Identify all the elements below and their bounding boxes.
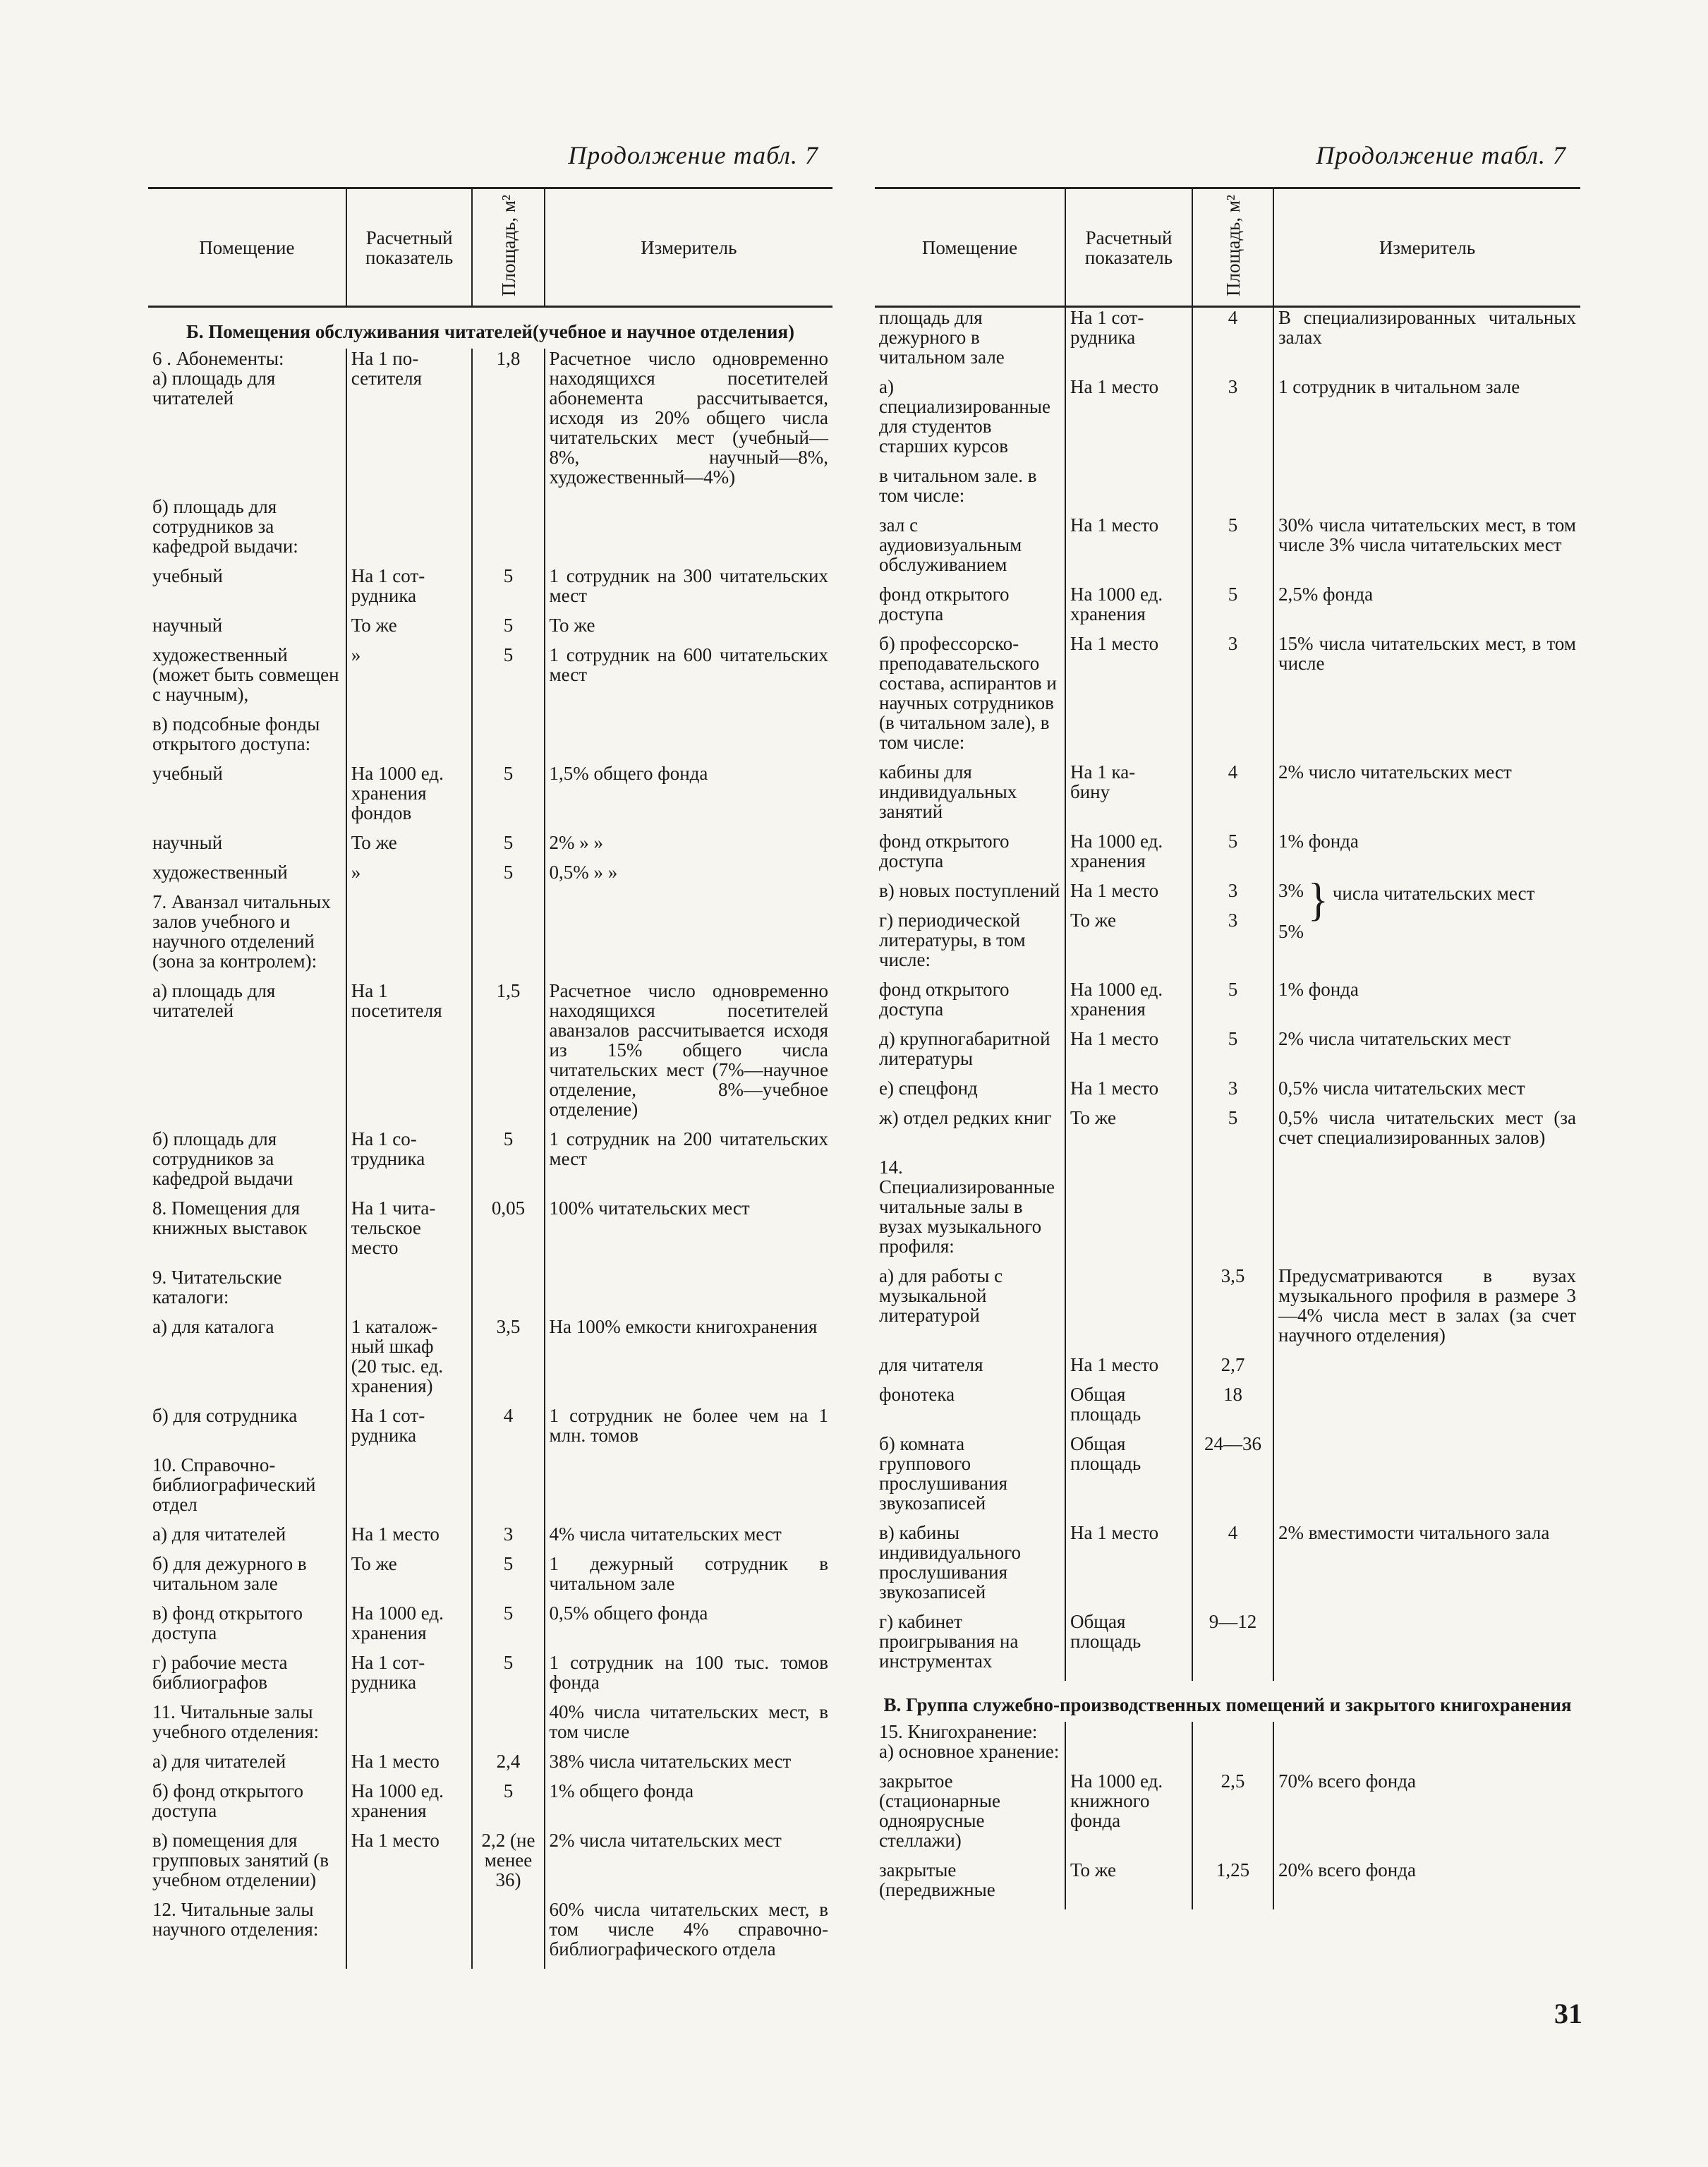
indicator-cell: На 1 ка- бину: [1065, 762, 1192, 831]
measure-cell: [1273, 1722, 1580, 1771]
room-cell: а) специализированные для студентов старших курсов: [879, 376, 1050, 457]
measure-cell: 1,5% общего фонда: [545, 763, 832, 833]
table-row: [875, 515, 1580, 584]
header-area: Площадь, м²: [472, 189, 544, 307]
table-row: [148, 1603, 832, 1653]
table-row: [875, 1029, 1580, 1078]
indicator-cell: На 1 по- сетителя: [346, 349, 473, 497]
indicator-cell: На 1 место: [1065, 515, 1192, 584]
measure-cell: [1273, 1157, 1580, 1266]
indicator-cell: [346, 892, 473, 981]
indicator-cell: То же: [1065, 1860, 1192, 1909]
area-cell: [472, 1702, 544, 1751]
area-cell: 1,25: [1192, 1860, 1273, 1909]
room-cell: а) для читателей: [152, 1523, 286, 1545]
room-cell: учебный: [152, 565, 223, 586]
measure-cell: 0,5% числа читательских мест: [1273, 1078, 1580, 1108]
room-cell: ж) отдел редких книг: [879, 1107, 1052, 1128]
area-cell: 5: [472, 1781, 544, 1830]
area-cell: 9—12: [1192, 1612, 1273, 1681]
measure-cell: Предусматриваются в вузах музыкального профиля в размере 3—4% числа мест в залах (за счет научного отделения): [1273, 1266, 1580, 1355]
room-cell: в) фонд открытого доступа: [152, 1602, 303, 1643]
section-title-row: [148, 307, 832, 349]
indicator-cell: На 1 место: [346, 1524, 473, 1554]
measure-cell: 2% » »: [545, 833, 832, 862]
measure-cell: 38% числа читательских мест: [545, 1751, 832, 1781]
room-cell: закрытые (передвижные: [879, 1859, 995, 1900]
table-row: [148, 1524, 832, 1554]
indicator-cell: Общая площадь: [1065, 1434, 1192, 1523]
measure-cell: 1% общего фонда: [545, 1781, 832, 1830]
indicator-cell: На 1000 ед. хранения фондов: [346, 763, 473, 833]
room-cell: научный: [152, 615, 223, 636]
indicator-cell: То же: [1065, 910, 1192, 979]
room-cell: учебный: [152, 763, 223, 784]
area-cell: [1192, 1157, 1273, 1266]
header-measure: Измеритель: [1273, 189, 1580, 307]
room-cell: для читателя: [879, 1354, 983, 1375]
area-cell: 3: [472, 1524, 544, 1554]
room-cell: б) комната группового прослушивания звукозаписей: [879, 1433, 1008, 1514]
room-cell: кабины для индивидуальных занятий: [879, 761, 1017, 822]
measure-cell: 100% читательских мест: [545, 1198, 832, 1267]
brace-value: 3%: [1278, 880, 1304, 901]
table-header-left: [148, 189, 832, 307]
room-cell: художественный (может быть совмещен с научным),: [152, 644, 339, 705]
indicator-cell: На 1 место: [1065, 1355, 1192, 1384]
room-cell: б) фонд открытого доступа: [152, 1780, 303, 1821]
indicator-cell: »: [346, 862, 473, 892]
table-header-right: [875, 189, 1580, 307]
indicator-cell: На 1000 ед. хранения: [1065, 979, 1192, 1029]
room-cell: фонд открытого доступа: [879, 831, 1010, 871]
header-room: Помещение: [921, 236, 1018, 258]
indicator-cell: На 1 место: [1065, 1078, 1192, 1108]
area-cell: 4: [1192, 1523, 1273, 1612]
table-row: [875, 584, 1580, 634]
indicator-cell: На 1 место: [346, 1751, 473, 1781]
measure-cell: [545, 497, 832, 566]
measure-cell: 2% числа читательских мест: [1273, 1029, 1580, 1078]
measure-cell: 2% число читательских мест: [1273, 762, 1580, 831]
measure-cell: Расчетное число одновременно находящихся посетителей аванзалов рассчитывается исходя из 15% общего числа читательских мест (7%—научное отделение, 8%—учебное отделение): [545, 981, 832, 1129]
continuation-title-right: Продолжение табл. 7: [1316, 141, 1566, 169]
area-cell: 5: [472, 615, 544, 645]
indicator-cell: На 1 сот- рудника: [346, 566, 473, 615]
header-indicator: Расчетный показатель: [346, 189, 473, 307]
room-cell: 6 . Абонементы: а) площадь для читателей: [152, 348, 284, 409]
continuation-title-left: Продолжение табл. 7: [568, 141, 818, 169]
table-row: [875, 1108, 1580, 1157]
indicator-cell: Общая площадь: [1065, 1612, 1192, 1681]
room-cell: в) подсобные фонды открытого доступа:: [152, 713, 320, 754]
table-row: [148, 615, 832, 645]
indicator-cell: На 1000 ед. хранения: [346, 1603, 473, 1653]
measure-cell: [545, 1267, 832, 1317]
measure-cell: [1273, 1434, 1580, 1523]
measure-cell: [1273, 1384, 1580, 1434]
area-cell: 5: [472, 566, 544, 615]
table-row: [875, 634, 1580, 762]
room-cell: в читальном зале. в том числе:: [879, 465, 1037, 506]
indicator-cell: На 1000 ед. хранения: [1065, 584, 1192, 634]
measure-cell: 40% числа читательских мест, в том числе: [545, 1702, 832, 1751]
measure-cell: 30% числа читательских мест, в том числе 3% числа читательских мест: [1273, 515, 1580, 584]
indicator-cell: [346, 714, 473, 763]
measure-cell: 0,5% общего фонда: [545, 1603, 832, 1653]
measure-cell: 1 сотрудник не более чем на 1 млн. томов: [545, 1406, 832, 1455]
indicator-cell: [346, 1900, 473, 1969]
area-cell: 5: [472, 645, 544, 714]
room-cell: а) для читателей: [152, 1751, 286, 1772]
indicator-cell: 1 каталож- ный шкаф (20 тыс. ед. хранения): [346, 1317, 473, 1406]
table-row: [875, 1266, 1580, 1355]
indicator-cell: На 1 место: [1065, 1029, 1192, 1078]
indicator-cell: На 1 место: [1065, 634, 1192, 762]
area-cell: [472, 892, 544, 981]
table-row: [875, 881, 1580, 910]
indicator-cell: [346, 1702, 473, 1751]
measure-cell: В специализированных читальных залах: [1273, 307, 1580, 378]
table-row: [875, 1078, 1580, 1108]
measure-cell: [545, 1455, 832, 1524]
area-cell: 5: [472, 1554, 544, 1603]
indicator-cell: [1065, 1157, 1192, 1266]
table-left: [148, 189, 832, 1969]
indicator-cell: [1065, 1266, 1192, 1355]
header-room: Помещение: [199, 236, 295, 258]
indicator-cell: [1065, 1722, 1192, 1771]
room-cell: в) помещения для групповых занятий (в учебном отделении): [152, 1830, 329, 1890]
area-cell: 3,5: [1192, 1266, 1273, 1355]
table-row: [875, 307, 1580, 378]
room-cell: закрытое (стационарные одноярусные стеллажи): [879, 1770, 1000, 1851]
table-row: [875, 979, 1580, 1029]
area-cell: 5: [472, 833, 544, 862]
area-cell: 5: [1192, 515, 1273, 584]
room-cell: б) для дежурного в читальном зале: [152, 1553, 307, 1594]
table-row: [875, 762, 1580, 831]
room-cell: а) для работы с музыкальной литературой: [879, 1265, 1003, 1326]
room-cell: 14. Специализированные читальные залы в вузах музыкального профиля:: [879, 1157, 1055, 1257]
left-column: [148, 138, 832, 1969]
area-cell: 3,5: [472, 1317, 544, 1406]
measure-cell: 1% фонда: [1273, 979, 1580, 1029]
area-cell: [472, 1267, 544, 1317]
table-row: [875, 1523, 1580, 1612]
table-row: [148, 1781, 832, 1830]
table-row: [148, 892, 832, 981]
indicator-cell: То же: [1065, 1108, 1192, 1157]
measure-cell: [1273, 466, 1580, 515]
indicator-cell: То же: [346, 1554, 473, 1603]
table-row: [875, 1612, 1580, 1681]
area-cell: 3: [1192, 910, 1273, 979]
room-cell: 12. Читальные залы научного отделения:: [152, 1899, 319, 1940]
area-cell: 4: [1192, 762, 1273, 831]
table-row: [148, 1406, 832, 1455]
right-column: [875, 138, 1580, 1909]
room-cell: 9. Читательские каталоги:: [152, 1267, 282, 1308]
area-cell: 18: [1192, 1384, 1273, 1434]
page-number: 31: [1554, 1998, 1582, 2029]
area-cell: 24—36: [1192, 1434, 1273, 1523]
room-cell: б) площадь для сотрудников за кафедрой выдачи: [152, 1128, 293, 1189]
indicator-cell: На 1 сот- рудника: [1065, 307, 1192, 378]
area-cell: 4: [1192, 307, 1273, 378]
indicator-cell: На 1000 ед. хранения: [1065, 831, 1192, 881]
indicator-cell: [1065, 466, 1192, 515]
measure-cell: 2% числа читательских мест: [545, 1830, 832, 1900]
room-cell: 15. Книгохранение: а) основное хранение:: [879, 1721, 1060, 1762]
indicator-cell: На 1 место: [1065, 377, 1192, 466]
table-row: [148, 1554, 832, 1603]
area-cell: 5: [1192, 584, 1273, 634]
measure-cell: 20% всего фонда: [1273, 1860, 1580, 1909]
area-cell: 3: [1192, 634, 1273, 762]
measure-cell: 4% числа читательских мест: [545, 1524, 832, 1554]
measure-cell: 1 сотрудник на 300 читательских мест: [545, 566, 832, 615]
table-row: [875, 1434, 1580, 1523]
measure-cell: 2,5% фонда: [1273, 584, 1580, 634]
indicator-cell: То же: [346, 833, 473, 862]
area-cell: 5: [1192, 1029, 1273, 1078]
area-cell: [472, 497, 544, 566]
brace-value: 5%: [1278, 921, 1304, 942]
area-cell: 5: [472, 1129, 544, 1198]
measure-cell: 15% числа читательских мест, в том числе: [1273, 634, 1580, 762]
table-row: [875, 377, 1580, 466]
measure-cell: [1273, 1355, 1580, 1384]
table-row: [148, 1751, 832, 1781]
indicator-cell: На 1 со- трудника: [346, 1129, 473, 1198]
area-cell: 2,7: [1192, 1355, 1273, 1384]
indicator-cell: [346, 1455, 473, 1524]
table-row: [875, 466, 1580, 515]
room-cell: е) спецфонд: [879, 1078, 978, 1099]
measure-cell: [545, 714, 832, 763]
room-cell: в) новых поступлений: [879, 880, 1060, 901]
indicator-cell: На 1000 ед. книжного фонда: [1065, 1771, 1192, 1860]
measure-cell: [545, 892, 832, 981]
area-cell: 2,4: [472, 1751, 544, 1781]
area-cell: [1192, 466, 1273, 515]
area-cell: 4: [472, 1406, 544, 1455]
room-cell: фонд открытого доступа: [879, 979, 1010, 1020]
room-cell: г) кабинет проигрывания на инструментах: [879, 1611, 1019, 1672]
area-cell: 3: [1192, 1078, 1273, 1108]
area-cell: 5: [472, 763, 544, 833]
table-row: [875, 831, 1580, 881]
room-cell: а) площадь для читателей: [152, 980, 276, 1021]
room-cell: площадь для дежурного в читальном зале: [879, 307, 1005, 368]
indicator-cell: [346, 1267, 473, 1317]
indicator-cell: На 1 сот- рудника: [346, 1653, 473, 1702]
table-row: [148, 862, 832, 892]
room-cell: б) профессорско-преподавательского состава, аспирантов и научных сотрудников (в читальном зале), в том числе:: [879, 633, 1057, 753]
header-area: Площадь, м²: [1192, 189, 1273, 307]
area-cell: [1192, 1722, 1273, 1771]
table-row: [148, 1317, 832, 1406]
area-cell: 5: [1192, 979, 1273, 1029]
brace-symbol: }: [1308, 874, 1328, 925]
table-row: [148, 1198, 832, 1267]
table-row: [875, 1384, 1580, 1434]
indicator-cell: На 1 сот- рудника: [346, 1406, 473, 1455]
area-cell: [472, 1455, 544, 1524]
area-cell: 5: [472, 862, 544, 892]
indicator-cell: Общая площадь: [1065, 1384, 1192, 1434]
room-cell: г) периодической литературы, в том числе:: [879, 910, 1026, 970]
area-cell: 3: [1192, 881, 1273, 910]
table-row: [148, 497, 832, 566]
measure-cell: Расчетное число одновременно находящихся посетителей абонемента рассчитывается, исходя из 20% общего числа читательских мест (учебный—8%, научный—8%, художественный—4%): [545, 349, 832, 497]
area-cell: 3: [1192, 377, 1273, 466]
area-cell: 0,05: [472, 1198, 544, 1267]
measure-cell: 1 сотрудник на 600 читательских мест: [545, 645, 832, 714]
indicator-cell: На 1 место: [1065, 881, 1192, 910]
room-cell: д) крупногабаритной литературы: [879, 1028, 1050, 1069]
table-row: [875, 1355, 1580, 1384]
table-row: [875, 1771, 1580, 1860]
measure-cell: 70% всего фонда: [1273, 1771, 1580, 1860]
measure-cell: 0,5% числа читательских мест (за счет специализированных залов): [1273, 1108, 1580, 1157]
indicator-cell: На 1 посетителя: [346, 981, 473, 1129]
area-cell: 5: [472, 1603, 544, 1653]
table-row: [148, 645, 832, 714]
measure-cell: 0,5% » »: [545, 862, 832, 892]
area-cell: 5: [472, 1653, 544, 1702]
measure-cell: 1 сотрудник на 200 читательских мест: [545, 1129, 832, 1198]
measure-cell: 1 сотрудник на 100 тыс. томов фонда: [545, 1653, 832, 1702]
indicator-cell: На 1 чита- тельское место: [346, 1198, 473, 1267]
indicator-cell: На 1000 ед. хранения: [346, 1781, 473, 1830]
section-title-row: [875, 1681, 1580, 1722]
measure-cell: [1273, 1612, 1580, 1681]
brace-text: числа читательских мест: [1332, 883, 1535, 904]
table-row: [148, 1267, 832, 1317]
brace-group: [1278, 874, 1576, 942]
room-cell: научный: [152, 832, 223, 853]
room-cell: в) кабины индивидуального прослушивания звукозаписей: [879, 1522, 1022, 1602]
section-title: Б. Помещения обслуживания читателей(учебное и научное отделения): [186, 321, 795, 342]
indicator-cell: [346, 497, 473, 566]
measure-cell: 1 сотрудник в читальном зале: [1273, 377, 1580, 466]
area-cell: [472, 714, 544, 763]
table-row: [148, 833, 832, 862]
room-cell: б) для сотрудника: [152, 1405, 298, 1426]
area-cell: 5: [1192, 1108, 1273, 1157]
table-row: [875, 1722, 1580, 1771]
room-cell: г) рабочие места библиографов: [152, 1652, 288, 1693]
measure-cell: 1% фонда: [1273, 831, 1580, 881]
area-cell: 1,5: [472, 981, 544, 1129]
measure-cell: 60% числа читательских мест, в том числе 4% справочно-библиографического отдела: [545, 1900, 832, 1969]
header-indicator: Расчетный показатель: [1065, 189, 1192, 307]
area-cell: 2,2 (не менее 36): [472, 1830, 544, 1900]
header-measure: Измеритель: [545, 189, 832, 307]
room-cell: фонд открытого доступа: [879, 584, 1010, 624]
table-row: [148, 981, 832, 1129]
table-row: [148, 1900, 832, 1969]
table-row: [875, 1860, 1580, 1909]
table-row: [148, 1129, 832, 1198]
room-cell: 7. Аванзал читальных залов учебного и научного отделений (зона за контролем):: [152, 891, 331, 972]
indicator-cell: То же: [346, 615, 473, 645]
indicator-cell: На 1 место: [1065, 1523, 1192, 1612]
area-cell: 5: [1192, 831, 1273, 881]
measure-cell: 2% вместимости читального зала: [1273, 1523, 1580, 1612]
room-cell: художественный: [152, 862, 288, 883]
room-cell: а) для каталога: [152, 1316, 274, 1337]
measure-cell: То же: [545, 615, 832, 645]
room-cell: 8. Помещения для книжных выставок: [152, 1197, 308, 1238]
room-cell: фонотека: [879, 1384, 955, 1405]
measure-cell: [1273, 874, 1580, 979]
measure-cell: 1 дежурный сотрудник в читальном зале: [545, 1554, 832, 1603]
indicator-cell: »: [346, 645, 473, 714]
indicator-cell: На 1 место: [346, 1830, 473, 1900]
table-row: [148, 1702, 832, 1751]
room-cell: 10. Справочно-библиографический отдел: [152, 1454, 316, 1515]
table-row: [148, 1653, 832, 1702]
area-cell: 2,5: [1192, 1771, 1273, 1860]
measure-cell: На 100% емкости книгохранения: [545, 1317, 832, 1406]
section-title: В. Группа служебно-производственных помещений и закрытого книгохранения: [883, 1694, 1572, 1715]
table-row: [148, 714, 832, 763]
table-row: [148, 566, 832, 615]
area-cell: [472, 1900, 544, 1969]
table-right: [875, 189, 1580, 1909]
table-row: [148, 1455, 832, 1524]
room-cell: б) площадь для сотрудников за кафедрой выдачи:: [152, 496, 298, 557]
table-row: [148, 349, 832, 497]
table-row: [148, 1830, 832, 1900]
room-cell: зал с аудиовизуальным обслуживанием: [879, 514, 1022, 575]
table-row: [875, 1157, 1580, 1266]
room-cell: 11. Читальные залы учебного отделения:: [152, 1701, 319, 1742]
table-row: [148, 763, 832, 833]
area-cell: 1,8: [472, 349, 544, 497]
